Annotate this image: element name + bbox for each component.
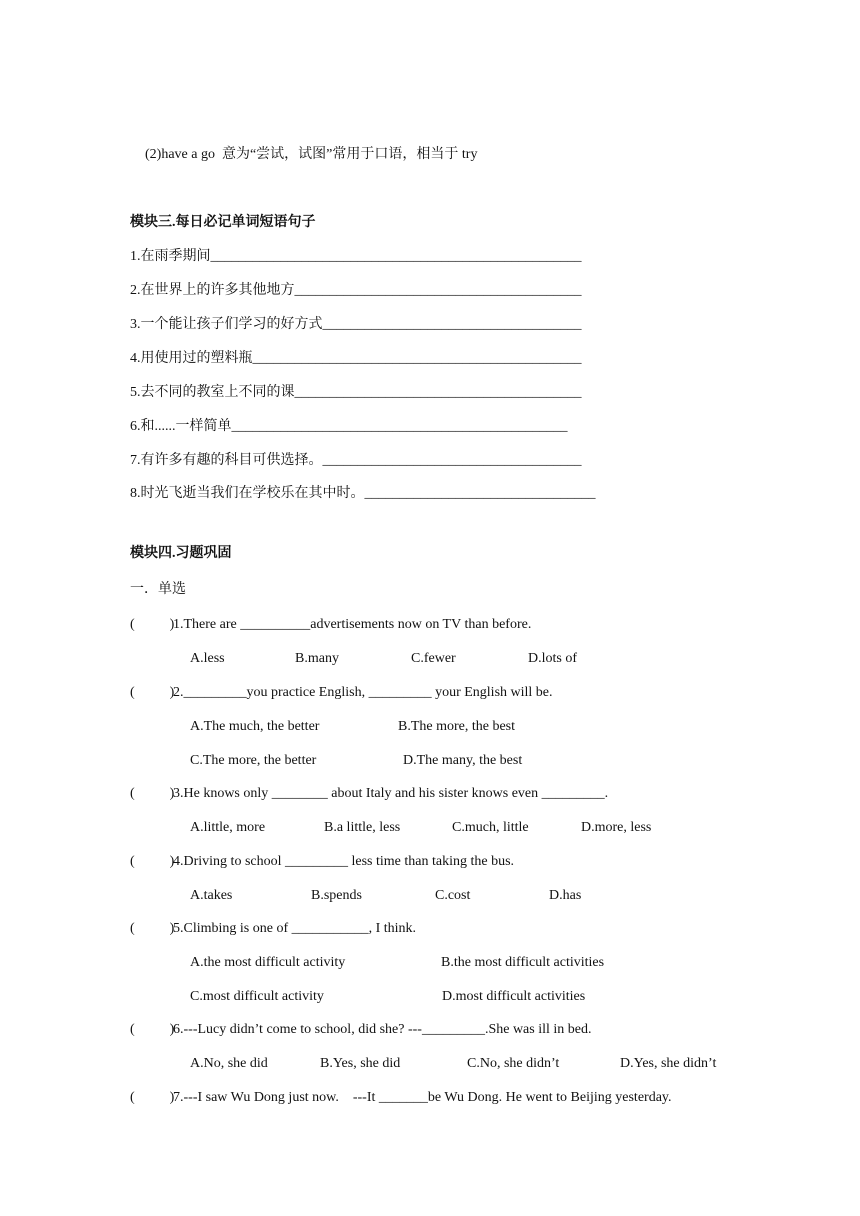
option: B.the most difficult activities (441, 955, 605, 970)
option: D.lots of (528, 651, 577, 666)
option: C.No, she didn’t (467, 1056, 560, 1071)
option: B.many (295, 651, 339, 666)
question-stem: 3.He knows only ________ about Italy and his sister knows even _________. (173, 786, 609, 801)
option: C.much, little (452, 820, 529, 835)
vocab-item: 8.时光飞逝当我们在学校乐在其中时。_________________________________ (130, 486, 596, 501)
vocab-item: 4.用使用过的塑料瓶_______________________________________________ (130, 351, 582, 366)
option: C.cost (435, 888, 471, 903)
option: A.The much, the better (190, 719, 320, 734)
option: C.fewer (411, 651, 456, 666)
option: D.The many, the best (403, 753, 523, 768)
option: D.more, less (581, 820, 652, 835)
question-stem: 4.Driving to school _________ less time than taking the bus. (173, 854, 515, 869)
question-stem: 2._________you practice English, _________ your English will be. (173, 685, 553, 700)
question-paren: ( ) (130, 1022, 175, 1037)
option: A.No, she did (190, 1056, 268, 1071)
option: D.has (549, 888, 582, 903)
option: C.The more, the better (190, 753, 317, 768)
option: B.spends (311, 888, 362, 903)
question-stem: 6.---Lucy didn’t come to school, did she? ---_________.She was ill in bed. (173, 1022, 592, 1037)
vocab-item: 2.在世界上的许多其他地方_________________________________________ (130, 283, 582, 298)
vocab-item: 1.在雨季期间_____________________________________________________ (130, 249, 582, 264)
vocab-item: 7.有许多有趣的科目可供选择。_____________________________________ (130, 453, 582, 468)
question-paren: ( ) (130, 786, 175, 801)
option: D.Yes, she didn’t (620, 1056, 717, 1071)
question-stem: 5.Climbing is one of ___________, I think. (173, 921, 417, 936)
vocab-item: 3.一个能让孩子们学习的好方式_____________________________________ (130, 317, 582, 332)
option: A.takes (190, 888, 233, 903)
question-paren: ( ) (130, 921, 175, 936)
note-line: (2)have a go 意为“尝试，试图”常用于口语，相当于 try (145, 147, 478, 162)
option: D.most difficult activities (442, 989, 586, 1004)
question-paren: ( ) (130, 685, 175, 700)
option: B.Yes, she did (320, 1056, 401, 1071)
question-paren: ( ) (130, 1090, 175, 1105)
question-stem: 1.There are __________advertisements now on TV than before. (173, 617, 532, 632)
option: A.little, more (190, 820, 266, 835)
option: A.less (190, 651, 225, 666)
question-paren: ( ) (130, 617, 175, 632)
question-paren: ( ) (130, 854, 175, 869)
section4-subheading: 一．单选 (130, 582, 186, 597)
section4-heading: 模块四.习题巩固 (130, 546, 232, 561)
option: C.most difficult activity (190, 989, 324, 1004)
section3-heading: 模块三.每日必记单词短语句子 (130, 215, 316, 230)
question-stem: 7.---I saw Wu Dong just now. ---It _______be Wu Dong. He went to Beijing yesterday. (173, 1090, 672, 1105)
vocab-item: 5.去不同的教室上不同的课_________________________________________ (130, 385, 582, 400)
option: B.a little, less (324, 820, 401, 835)
option: A.the most difficult activity (190, 955, 346, 970)
vocab-item: 6.和......一样简单________________________________________________ (130, 419, 568, 434)
option: B.The more, the best (398, 719, 516, 734)
